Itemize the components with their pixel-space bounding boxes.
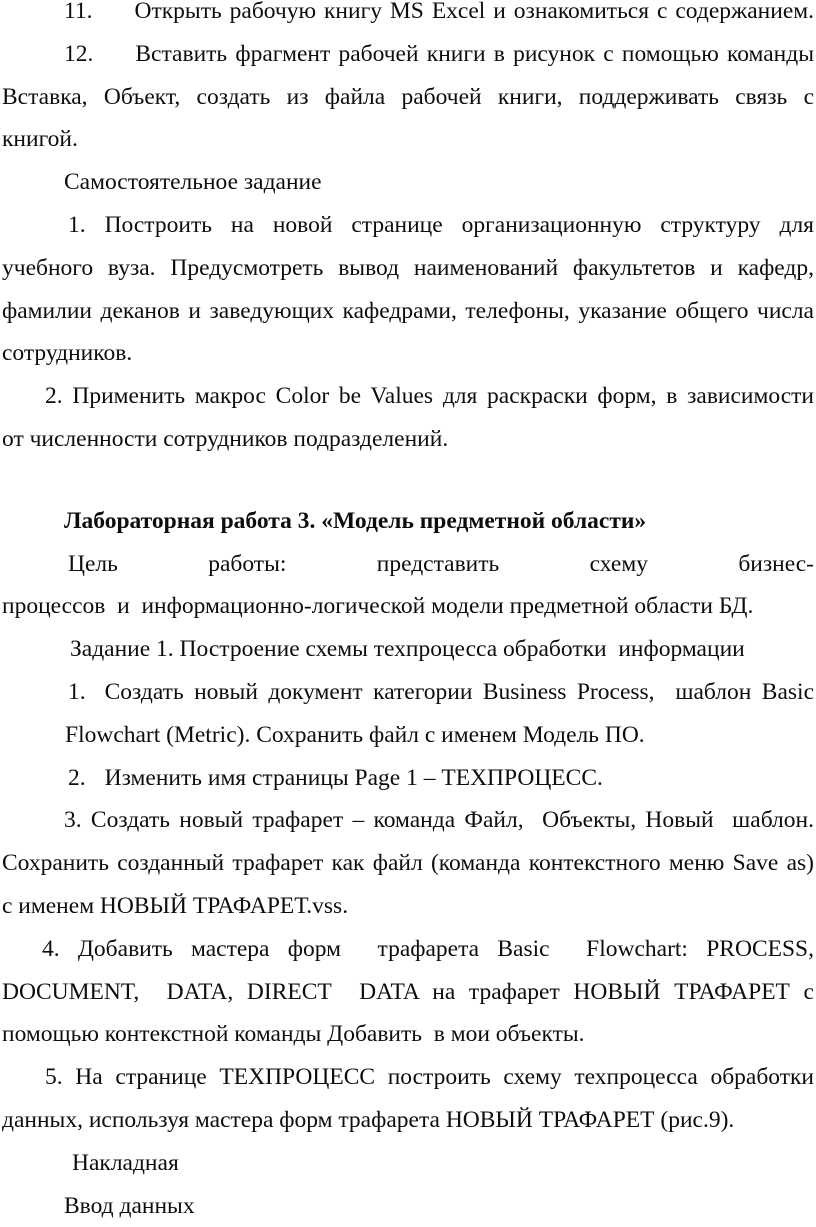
self-task-2-line-2	[2, 418, 814, 461]
line-text: от численности сотрудников подразделений.	[2, 425, 449, 452]
line-text: Изменить имя страницы Page 1 – ТЕХПРОЦЕСС.	[104, 764, 603, 791]
line-text: фамилии деканов и заведующих кафедрами, телефоны, указание общего числа	[2, 297, 814, 324]
tab-space	[86, 784, 105, 785]
lab-3-heading	[64, 500, 814, 543]
line-text: 1. Построить на новой странице организационную структуру для	[68, 211, 814, 238]
line-text: 5. На странице ТЕХПРОЦЕСС построить схему техпроцесса обработки	[45, 1064, 814, 1091]
step-5-line-2	[2, 1099, 814, 1142]
line-text: с именем НОВЫЙ ТРАФАРЕТ.vss.	[2, 892, 349, 919]
self-task-heading	[64, 161, 814, 204]
line-text: Накладная	[72, 1149, 179, 1176]
step-1-line-2	[65, 714, 814, 757]
line-text: Лабораторная работа 3. «Модель предметной области»	[64, 507, 647, 534]
step-3-line-2	[2, 842, 814, 885]
line-text: DOCUMENT, DATA, DIRECT DATA на трафарет НОВЫЙ ТРАФАРЕТ с	[2, 978, 814, 1005]
line-text: Открыть рабочую книгу MS Excel и ознакомиться с содержанием.	[134, 0, 814, 24]
line-text: 4. Добавить мастера форм трафарета Basic Flowchart: PROCESS,	[42, 935, 814, 962]
goal-line-1	[68, 543, 814, 586]
step-4-line-2	[2, 971, 814, 1014]
line-text: Задание 1. Построение схемы техпроцесса обработки информации	[70, 636, 745, 663]
line-text: Создать новый документ категории Business Process, шаблон Basic	[104, 678, 814, 705]
step-3-line-1	[64, 799, 814, 842]
line-text: процессов и информационно-логической модели предметной области БД.	[2, 593, 754, 620]
line-text: учебного вуза. Предусмотреть вывод наименований факультетов и кафедр,	[2, 254, 814, 281]
line-text: книгой.	[2, 126, 78, 153]
line-text: Ввод данных	[64, 1192, 195, 1219]
item-12-line-3	[2, 118, 814, 161]
tab-space	[86, 698, 105, 699]
step-4-line-3	[2, 1013, 814, 1056]
line-text: Вставить фрагмент рабочей книги в рисунок с помощью команды	[135, 40, 814, 67]
step-4-line-1	[42, 928, 814, 971]
item-12-line-1	[64, 33, 814, 76]
item-12-line-2	[2, 76, 814, 119]
list-number: 1.	[68, 678, 86, 705]
line-text: 3. Создать новый трафарет – команда Файл, Объекты, Новый шаблон.	[64, 807, 814, 834]
self-task-1-line-2	[2, 247, 814, 290]
goal-line-2	[2, 585, 814, 628]
line-text: Flowchart (Metric). Сохранить файл с именем Модель ПО.	[65, 721, 645, 748]
line-text: сотрудников.	[2, 340, 133, 367]
line-text: помощью контекстной команды Добавить в мои объекты.	[2, 1021, 585, 1048]
self-task-1-line-3	[2, 290, 814, 333]
step-1-line-1	[68, 671, 814, 714]
item-11-line-1	[64, 0, 814, 33]
line-text: Сохранить созданный трафарет как файл (команда контекстного меню Save as)	[2, 850, 814, 877]
step-5-line-1	[45, 1056, 814, 1099]
list-number: 12.	[64, 40, 94, 67]
tab-space	[93, 60, 135, 61]
flow-label-vvod-dannyh	[64, 1185, 814, 1227]
list-number: 11.	[64, 0, 93, 24]
step-3-line-3	[2, 885, 814, 928]
tab-space	[93, 17, 135, 18]
line-text: 2. Применить макрос Color be Values для раскраски форм, в зависимости	[45, 383, 814, 410]
self-task-1-line-4	[2, 332, 814, 375]
line-text: данных, используя мастера форм трафарета НОВЫЙ ТРАФАРЕТ (рис.9).	[2, 1106, 735, 1133]
flow-label-nakladnaya	[72, 1142, 814, 1185]
line-text: Самостоятельное задание	[64, 169, 322, 196]
list-number: 2.	[68, 764, 86, 791]
task-1-heading	[70, 628, 814, 671]
step-2-line-1	[68, 757, 814, 800]
self-task-2-line-1	[45, 375, 814, 418]
self-task-1-line-1	[68, 204, 814, 247]
line-text: Цель работы: представить схему бизнес-	[68, 550, 814, 577]
line-text: Вставка, Объект, создать из файла рабочей книги, поддерживать связь с	[2, 83, 814, 110]
